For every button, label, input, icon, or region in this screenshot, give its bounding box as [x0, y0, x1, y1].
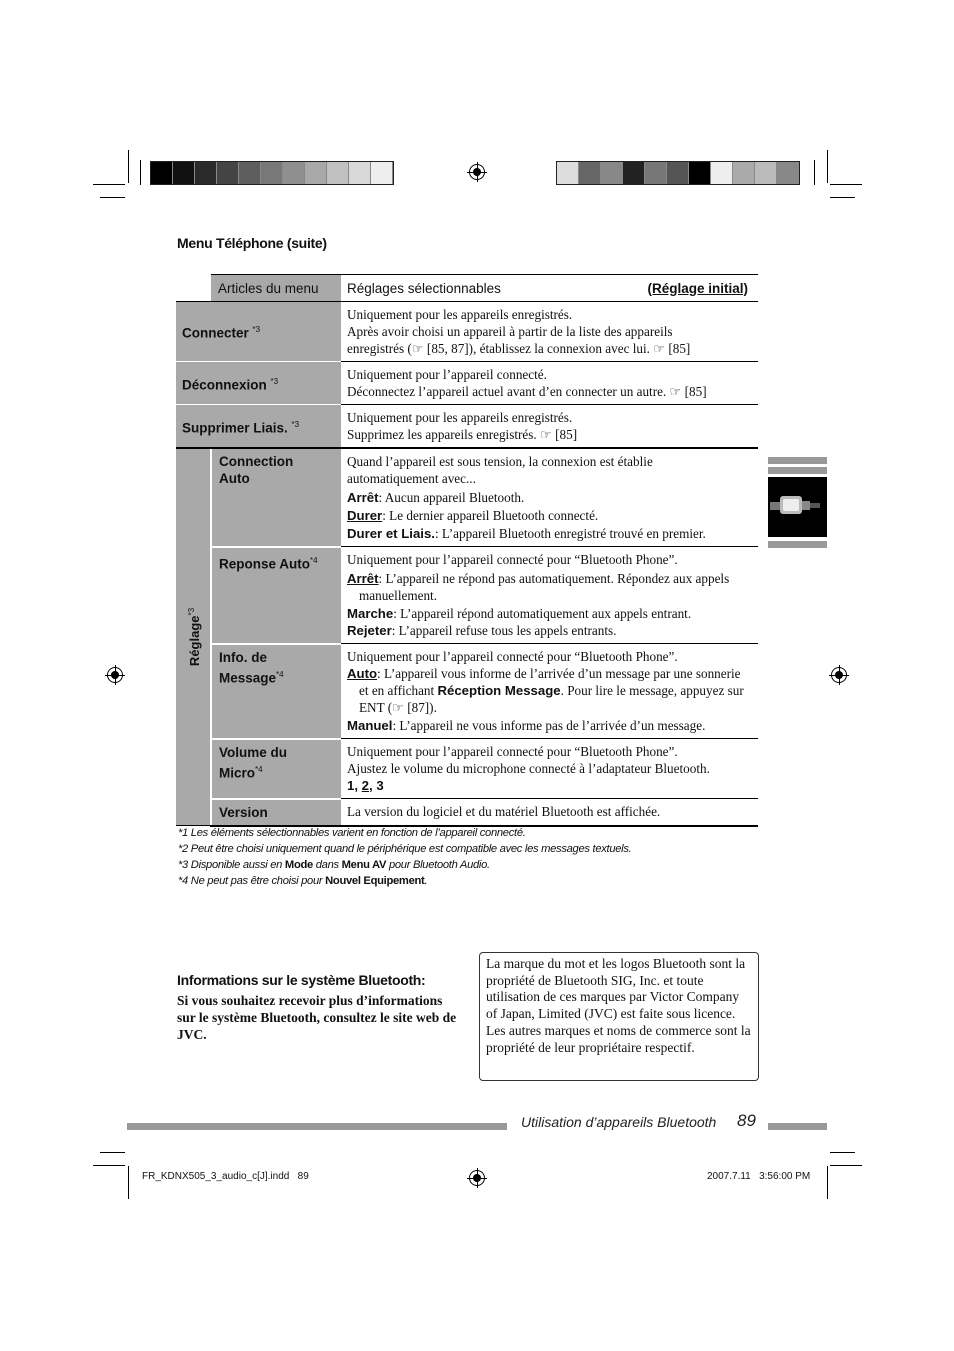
phone-menu-table [176, 274, 758, 827]
slug-date: 2007.7.11 3:56:00 PM [707, 1171, 811, 1182]
footnote-1: *1 Les éléments sélectionnables varient en fonction de l’appareil connecté. [178, 827, 526, 839]
table-header [176, 275, 758, 302]
color-bar-left [150, 161, 394, 185]
page-number: 89 [737, 1111, 756, 1130]
section-title: Menu Téléphone (suite) [177, 235, 327, 251]
info-title: Informations sur le système Bluetooth: [177, 972, 426, 988]
footnote-4: *4 Ne peut pas être choisi pour Nouvel Equipement. [178, 875, 428, 887]
table-row [176, 448, 758, 547]
registration-mark-bottom [469, 1170, 485, 1186]
sub-desc-version: La version du logiciel et du matériel Bluetooth est affichée. [341, 799, 758, 826]
table-row [176, 644, 758, 739]
info-body: Si vous souhaitez recevoir plus d’informations sur le système Bluetooth, consultez le site web de JVC. [177, 993, 457, 1042]
sub-label-volume-micro: Volume du Micro$^{*4}$ [211, 739, 341, 799]
registration-mark-top [469, 164, 485, 180]
sub-desc-connection-auto: Quand l’appareil est sous tension, la connexion est établie automatiquement avec... Arrêt: Aucun appareil Bluetooth. Durer: Le dernier appareil Bluetooth connecté. Durer et Liais.: L’appareil Bluetooth enregistré trouvé en premier. [341, 448, 758, 547]
slug-file: FR_KDNX505_3_audio_c[J].indd 89 [142, 1171, 309, 1182]
sub-label-connection-auto: Connection Auto [211, 448, 341, 547]
table-row [176, 799, 758, 826]
row-label-supprimer: Supprimer Liais. $^{*3}$ [176, 405, 341, 449]
side-tab [768, 457, 827, 548]
trademark-notice: La marque du mot et les logos Bluetooth sont la propriété de Bluetooth SIG, Inc. et toute utilisation de ces marques par Victor Company of Japan, Limited (JVC) est faite sous licence. Les autres marques et noms de commerce sont la propriété de leur propriétaire respectif. [479, 952, 759, 1081]
sub-label-reponse-auto: Reponse Auto$^{*4}$ [211, 547, 341, 644]
registration-mark-left [107, 667, 123, 683]
group-label-reglage: Réglage$^{*3}$ [176, 448, 211, 826]
sub-desc-info-message: Uniquement pour l’appareil connecté pour “Bluetooth Phone”. Auto: L’appareil vous informe de l’arrivée d’un message par une sonnerie et en affichant Réception Message. Pour lire le message, appuyez sur ENT (☞ [87]). Manuel: L’appareil ne vous informe pas de l’arrivée d’un message. [341, 644, 758, 739]
row-label-deconnexion: Déconnexion $^{*3}$ [176, 362, 341, 405]
row-desc-deconnexion: Uniquement pour l’appareil connecté. Déconnectez l’appareil actuel avant d’en connecter un autre. ☞ [85] [341, 362, 758, 405]
table-row [176, 547, 758, 644]
table-row [176, 302, 758, 362]
row-desc-connecter: Uniquement pour les appareils enregistrés. Après avoir choisi un appareil à partir de la liste des appareils enregistrés (☞ [85, 87]), établissez la connexion avec lui. ☞ [85] [341, 302, 758, 362]
sub-label-version: Version [211, 799, 341, 826]
row-desc-supprimer: Uniquement pour les appareils enregistrés. Supprimez les appareils enregistrés. ☞ [85] [341, 405, 758, 449]
footnote-2: *2 Peut être choisi uniquement quand le périphérique est compatible avec les messages textuels. [178, 843, 632, 855]
running-title: Utilisation d’appareils Bluetooth [521, 1114, 717, 1130]
sub-label-info-message: Info. de Message$^{*4}$ [211, 644, 341, 739]
sub-desc-volume-micro: Uniquement pour l’appareil connecté pour “Bluetooth Phone”. Ajustez le volume du microphone connecté à l’adaptateur Bluetooth. 1, 2, 3 [341, 739, 758, 799]
footnote-3: *3 Disponible aussi en Mode dans Menu AV pour Bluetooth Audio. [178, 859, 490, 871]
row-label-connecter: Connecter $^{*3}$ [176, 302, 341, 362]
sub-desc-reponse-auto: Uniquement pour l’appareil connecté pour “Bluetooth Phone”. Arrêt: L’appareil ne répond pas automatiquement. Répondez aux appels manuellement. Marche: L’appareil répond automatiquement aux appels entrant. Rejeter: L’appareil refuse tous les appels entrants. [341, 547, 758, 644]
bluetooth-adapter-icon [768, 477, 827, 537]
header-initial-setting: (Réglage initial) [647, 280, 748, 296]
header-settings: Réglages sélectionnables (Réglage initial) [341, 275, 758, 302]
footer-bar-left [127, 1123, 507, 1130]
table-row [176, 362, 758, 405]
table-row [176, 739, 758, 799]
registration-mark-right [831, 667, 847, 683]
footer-bar-right [768, 1123, 827, 1130]
header-menu-items: Articles du menu [211, 275, 341, 302]
color-bar-right [556, 161, 800, 185]
table-row [176, 405, 758, 449]
